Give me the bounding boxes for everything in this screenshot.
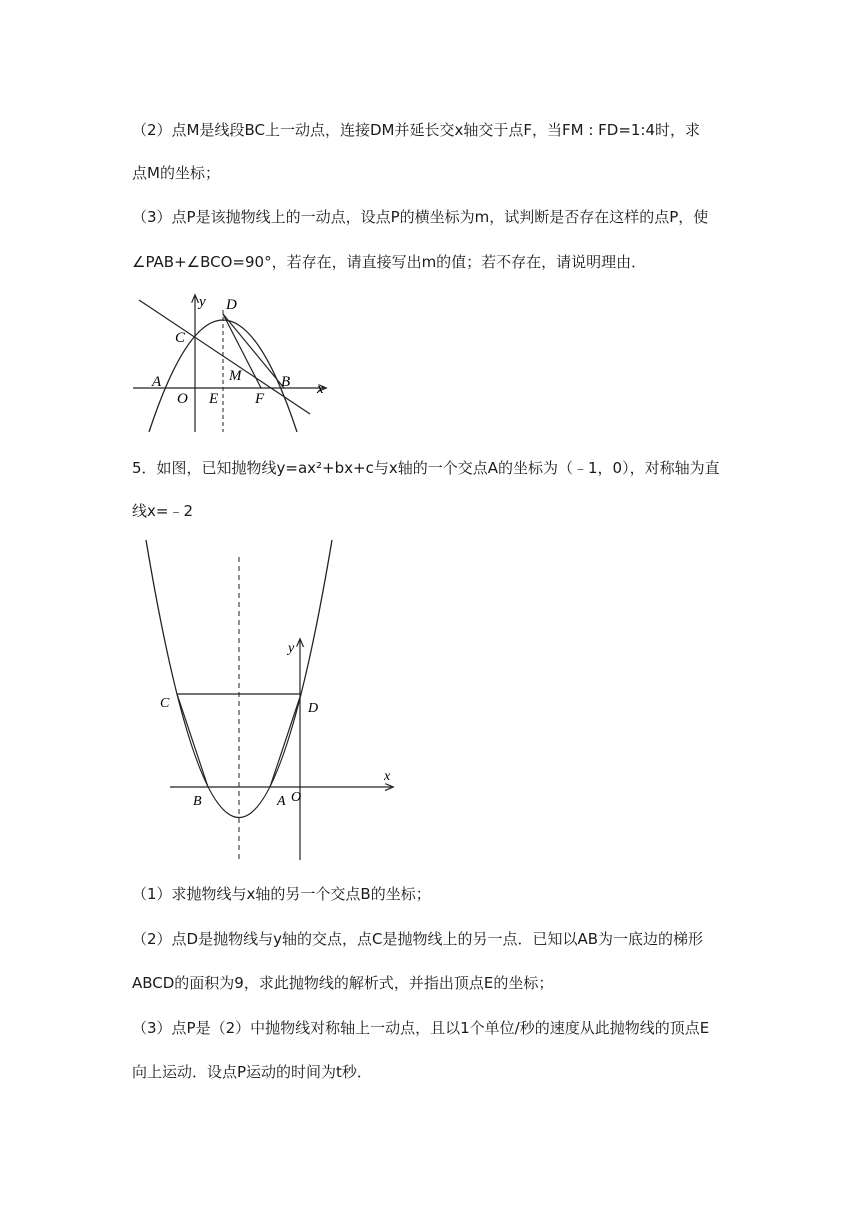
segment-cb (177, 694, 208, 787)
label-d: D (308, 701, 319, 716)
q5-intro-line1: 5．如图，已知抛物线y=ax²+bx+c与x轴的一个交点A的坐标为（﹣1，0），对称轴为直 (132, 459, 720, 477)
label-o: O (291, 790, 302, 805)
label-d: D (226, 297, 237, 313)
label-b: B (193, 794, 202, 809)
figure-parabola-q4 (125, 290, 345, 440)
q5-part2-line2: ABCD的面积为9，求此抛物线的解析式，并指出顶点E的坐标； (132, 974, 554, 992)
q5-intro-line2: 线x=﹣2 (132, 502, 193, 520)
label-c: C (175, 330, 186, 346)
label-o: O (177, 391, 188, 407)
label-y: y (288, 641, 295, 656)
label-b: B (281, 374, 291, 390)
label-x: x (384, 769, 391, 784)
label-a: A (152, 374, 162, 390)
q4-part3-line2: ∠PAB+∠BCO=90°，若存在，请直接写出m的值；若不存在，请说明理由． (132, 253, 647, 271)
label-m: M (229, 368, 242, 384)
figure-parabola-q5 (140, 535, 410, 865)
q5-part3-line1: （3）点P是（2）中抛物线对称轴上一动点，且以1个单位/秒的速度从此抛物线的顶点E (132, 1019, 710, 1037)
segment-da (270, 694, 301, 787)
label-y: y (199, 294, 206, 310)
q4-part3-line1: （3）点P是该抛物线上的一动点，设点P的横坐标为m，试判断是否存在这样的点P，使 (132, 208, 709, 226)
label-e: E (209, 391, 219, 407)
q5-part1: （1）求抛物线与x轴的另一个交点B的坐标； (132, 885, 431, 903)
q5-part3-line2: 向上运动．设点P运动的时间为t秒． (132, 1063, 372, 1081)
label-c: C (160, 696, 170, 711)
q4-part2-line2: 点M的坐标； (132, 164, 220, 182)
q4-part2-line1: （2）点M是线段BC上一动点，连接DM并延长交x轴交于点F，当FM : FD=1:4时，求 (132, 121, 701, 139)
label-x: x (317, 381, 324, 397)
label-f: F (255, 391, 265, 407)
q5-part2-line1: （2）点D是抛物线与y轴的交点，点C是抛物线上的另一点．已知以AB为一底边的梯形 (132, 930, 703, 948)
label-a: A (277, 794, 286, 809)
